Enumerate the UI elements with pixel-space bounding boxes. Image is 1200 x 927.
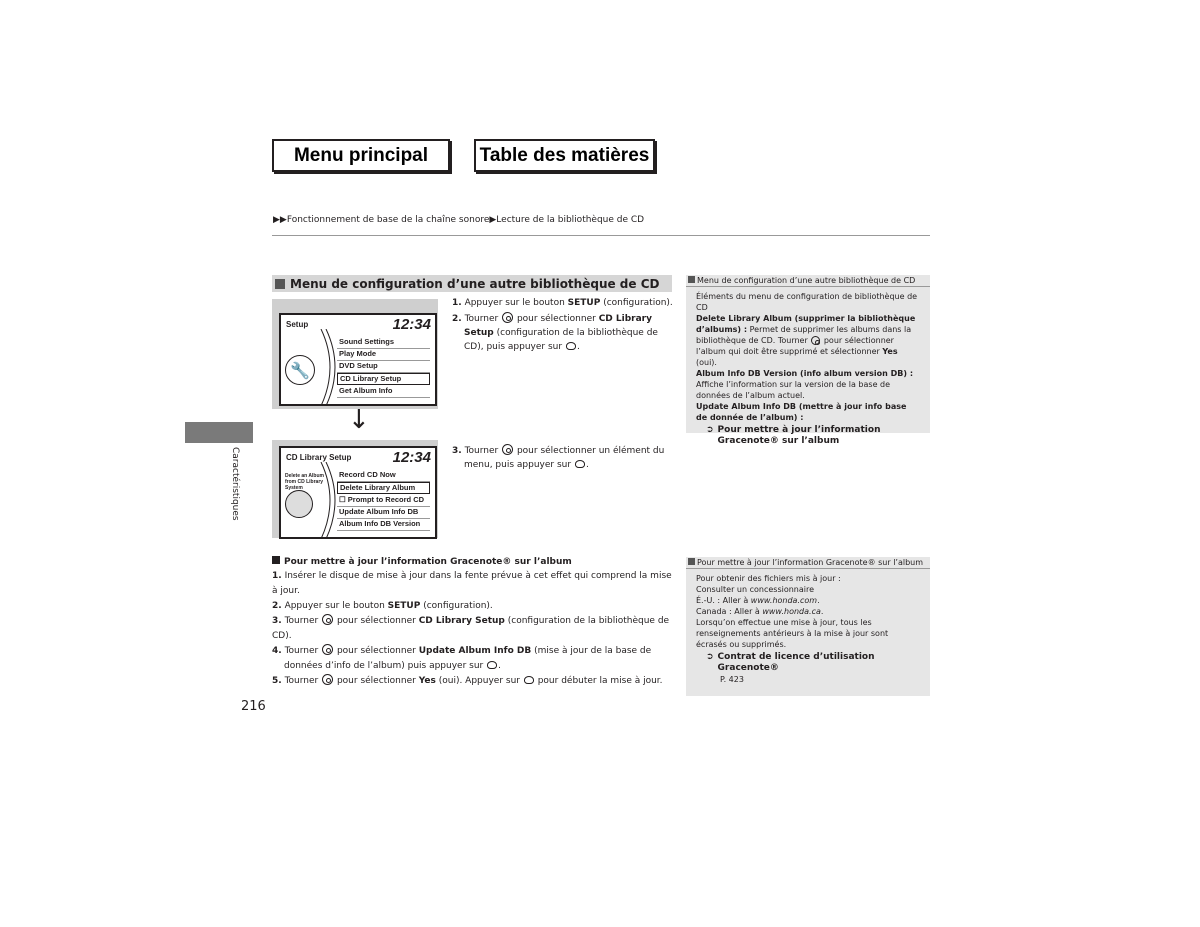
breadcrumb-arrow-icon: ▶▶ <box>273 215 287 225</box>
note-text: Consulter un concessionnaire <box>696 585 815 594</box>
screen-caption: Delete an Album from CD Library System <box>285 473 324 491</box>
press-knob-icon <box>487 661 497 669</box>
breadcrumb-link-1[interactable]: Fonctionnement de base de la chaîne sonore <box>286 215 490 225</box>
page-reference[interactable]: P. 423 <box>720 675 744 684</box>
step-number: 4. <box>272 646 282 656</box>
step-1 <box>452 296 674 310</box>
press-knob-icon <box>575 460 585 468</box>
section-title-text: Menu de configuration d’une autre bibliothèque de CD <box>290 276 660 291</box>
menu-item-selected[interactable]: CD Library Setup <box>337 373 430 385</box>
note-text: pour sélectionner l’album qui doit être supprimé et sélectionner <box>696 336 894 356</box>
note-text: Affiche l’information sur la version de la base de données de l’album actuel. <box>696 380 891 400</box>
note-panel-2 <box>686 557 930 696</box>
step-3 <box>452 444 674 472</box>
step-2 <box>272 599 676 614</box>
selector-knob-icon <box>502 312 513 323</box>
selector-knob-icon <box>322 674 333 685</box>
note-text: Canada : Aller à <box>696 607 763 616</box>
step-text: (configuration). <box>420 601 493 611</box>
menu-item[interactable]: DVD Setup <box>337 361 430 373</box>
step-text: (oui). Appuyer sur <box>435 676 523 686</box>
step-text-bold: SETUP <box>387 601 421 611</box>
note-body <box>686 287 930 451</box>
step-text: Tourner <box>464 314 502 324</box>
menu-item[interactable]: Play Mode <box>337 349 430 361</box>
step-text: . <box>498 661 501 671</box>
link-arrow-icon: ➲ <box>706 652 714 662</box>
subsection-title-text: Pour mettre à jour l’information Gracenote® sur l’album <box>284 557 572 567</box>
note-text: Permet de supprimer les albums dans la bibliothèque de CD. Tourner <box>696 325 912 345</box>
note-panel-1 <box>686 275 930 446</box>
section-square-icon <box>275 279 285 289</box>
breadcrumb-link-2[interactable]: Lecture de la bibliothèque de CD <box>496 215 645 225</box>
step-text: . <box>585 460 589 470</box>
step-text: Tourner <box>464 446 502 456</box>
cd-library-screen <box>279 446 437 539</box>
note-link-text[interactable]: Contrat de licence d’utilisation Gracenote® <box>717 652 875 673</box>
note-link-text[interactable]: Pour mettre à jour l’information Gracenote® sur l’album <box>717 425 881 446</box>
note-text: Pour obtenir des fichiers mis à jour : <box>696 574 841 583</box>
step-5 <box>272 674 676 689</box>
note-header <box>686 275 930 287</box>
menu-item[interactable]: Record CD Now <box>337 470 430 482</box>
step-text: pour débuter la mise à jour. <box>534 676 663 686</box>
step-number: 3. <box>452 446 462 456</box>
step-number: 1. <box>452 298 462 308</box>
selector-knob-icon <box>322 614 333 625</box>
step-text: Tourner <box>284 646 322 656</box>
chapter-tab[interactable] <box>185 422 253 443</box>
note-text: (oui). <box>696 358 717 367</box>
header-divider <box>272 235 930 236</box>
step-text: Tourner <box>284 676 322 686</box>
main-menu-button[interactable]: Menu principal <box>272 139 450 172</box>
menu-item[interactable]: Update Album Info DB <box>337 507 430 519</box>
step-text: Tourner <box>284 616 322 626</box>
step-3 <box>272 614 676 644</box>
note-text: É.-U. : Aller à <box>696 596 751 605</box>
step-text: pour sélectionner <box>334 616 419 626</box>
note-marker-icon <box>688 558 695 565</box>
screen-title: CD Library Setup <box>286 453 352 462</box>
step-text: (mise à jour de la base de données d’info de l’album) puis appuyer sur <box>284 646 652 671</box>
table-of-contents-button[interactable]: Table des matières <box>474 139 655 172</box>
note-link[interactable] <box>696 652 920 674</box>
note-term: Album Info DB Version (info album version DB) : <box>696 369 914 378</box>
step-text: pour sélectionner <box>334 676 419 686</box>
step-text: Appuyer sur le bouton <box>284 601 388 611</box>
step-text: (configuration de la bibliothèque de CD), puis appuyer sur <box>464 328 658 352</box>
link-arrow-icon: ➲ <box>706 425 714 435</box>
step-2 <box>452 312 674 354</box>
note-text: Éléments du menu de configuration de bibliothèque de CD <box>696 292 918 312</box>
menu-item[interactable]: Sound Settings <box>337 337 430 349</box>
down-arrow-icon: ↓ <box>348 405 370 435</box>
note-term: Yes <box>882 347 898 356</box>
step-text: pour sélectionner <box>514 314 599 324</box>
menu-item[interactable]: ☐ Prompt to Record CD <box>337 495 430 507</box>
step-text-bold: Yes <box>418 676 436 686</box>
step-number: 1. <box>272 571 282 581</box>
step-text-bold: CD Library Setup <box>418 616 505 626</box>
chapter-label: Caractéristiques <box>230 447 240 521</box>
note-term: Update Album Info DB (mettre à jour info base de donnée de l’album) : <box>696 402 907 422</box>
setup-screen <box>279 313 437 406</box>
step-number: 2. <box>272 601 282 611</box>
step-1 <box>272 569 676 599</box>
note-term: Delete Library Album (supprimer la bibliothèque d’albums) : <box>696 314 916 334</box>
note-header-text: Pour mettre à jour l’information Gracenote® sur l’album <box>697 558 924 567</box>
step-number: 2. <box>452 314 462 324</box>
section-title <box>272 275 672 292</box>
subsection-title <box>272 556 572 567</box>
menu-item-selected[interactable]: Delete Library Album <box>337 482 430 494</box>
step-text: pour sélectionner <box>334 646 419 656</box>
step-text: Insérer le disque de mise à jour dans la fente prévue à cet effet qui comprend la mise à jour. <box>272 571 672 596</box>
screen-clock: 12:34 <box>392 449 431 466</box>
screen-title: Setup <box>286 320 309 329</box>
note-text: . <box>817 596 820 605</box>
selector-knob-icon <box>811 336 820 345</box>
step-4 <box>272 644 676 674</box>
note-text: Lorsqu’on effectue une mise à jour, tous les renseignements antérieurs à la mise à jour sont écrasés ou supprimés. <box>696 618 889 649</box>
disc-icon <box>285 490 313 518</box>
screen-clock: 12:34 <box>392 316 431 333</box>
selector-knob-icon <box>322 644 333 655</box>
page-number: 216 <box>241 699 266 714</box>
breadcrumb-arrow-icon: ▶ <box>489 215 497 225</box>
step-number: 5. <box>272 676 282 686</box>
url-link[interactable]: www.honda.ca <box>762 607 821 616</box>
subsection-steps <box>272 569 676 689</box>
url-link[interactable]: www.honda.com <box>750 596 818 605</box>
subsection-square-icon <box>272 556 280 564</box>
step-text: (configuration). <box>600 298 673 308</box>
press-knob-icon <box>566 342 576 350</box>
step-text-bold: SETUP <box>567 298 601 308</box>
breadcrumb <box>273 215 644 225</box>
press-knob-icon <box>524 676 534 684</box>
step-text-bold: Update Album Info DB <box>418 646 532 656</box>
step-text: pour sélectionner un élément du menu, puis appuyer sur <box>464 446 665 470</box>
note-link[interactable] <box>696 425 920 447</box>
note-text: . <box>820 607 824 616</box>
step-text: Appuyer sur le bouton <box>464 298 568 308</box>
step-text: (configuration de la bibliothèque de CD). <box>272 616 670 641</box>
menu-item[interactable]: Album Info DB Version <box>337 519 430 531</box>
selector-knob-icon <box>502 444 513 455</box>
note-header-text: Menu de configuration d’une autre bibliothèque de CD <box>697 276 916 285</box>
step-text: . <box>576 342 580 352</box>
note-body <box>686 569 930 689</box>
menu-item[interactable]: Get Album Info <box>337 386 430 398</box>
step-number: 3. <box>272 616 282 626</box>
step-text-bold: CD Library Setup <box>464 314 652 338</box>
note-header <box>686 557 930 569</box>
note-marker-icon <box>688 276 695 283</box>
wrench-icon: 🔧 <box>285 355 315 385</box>
